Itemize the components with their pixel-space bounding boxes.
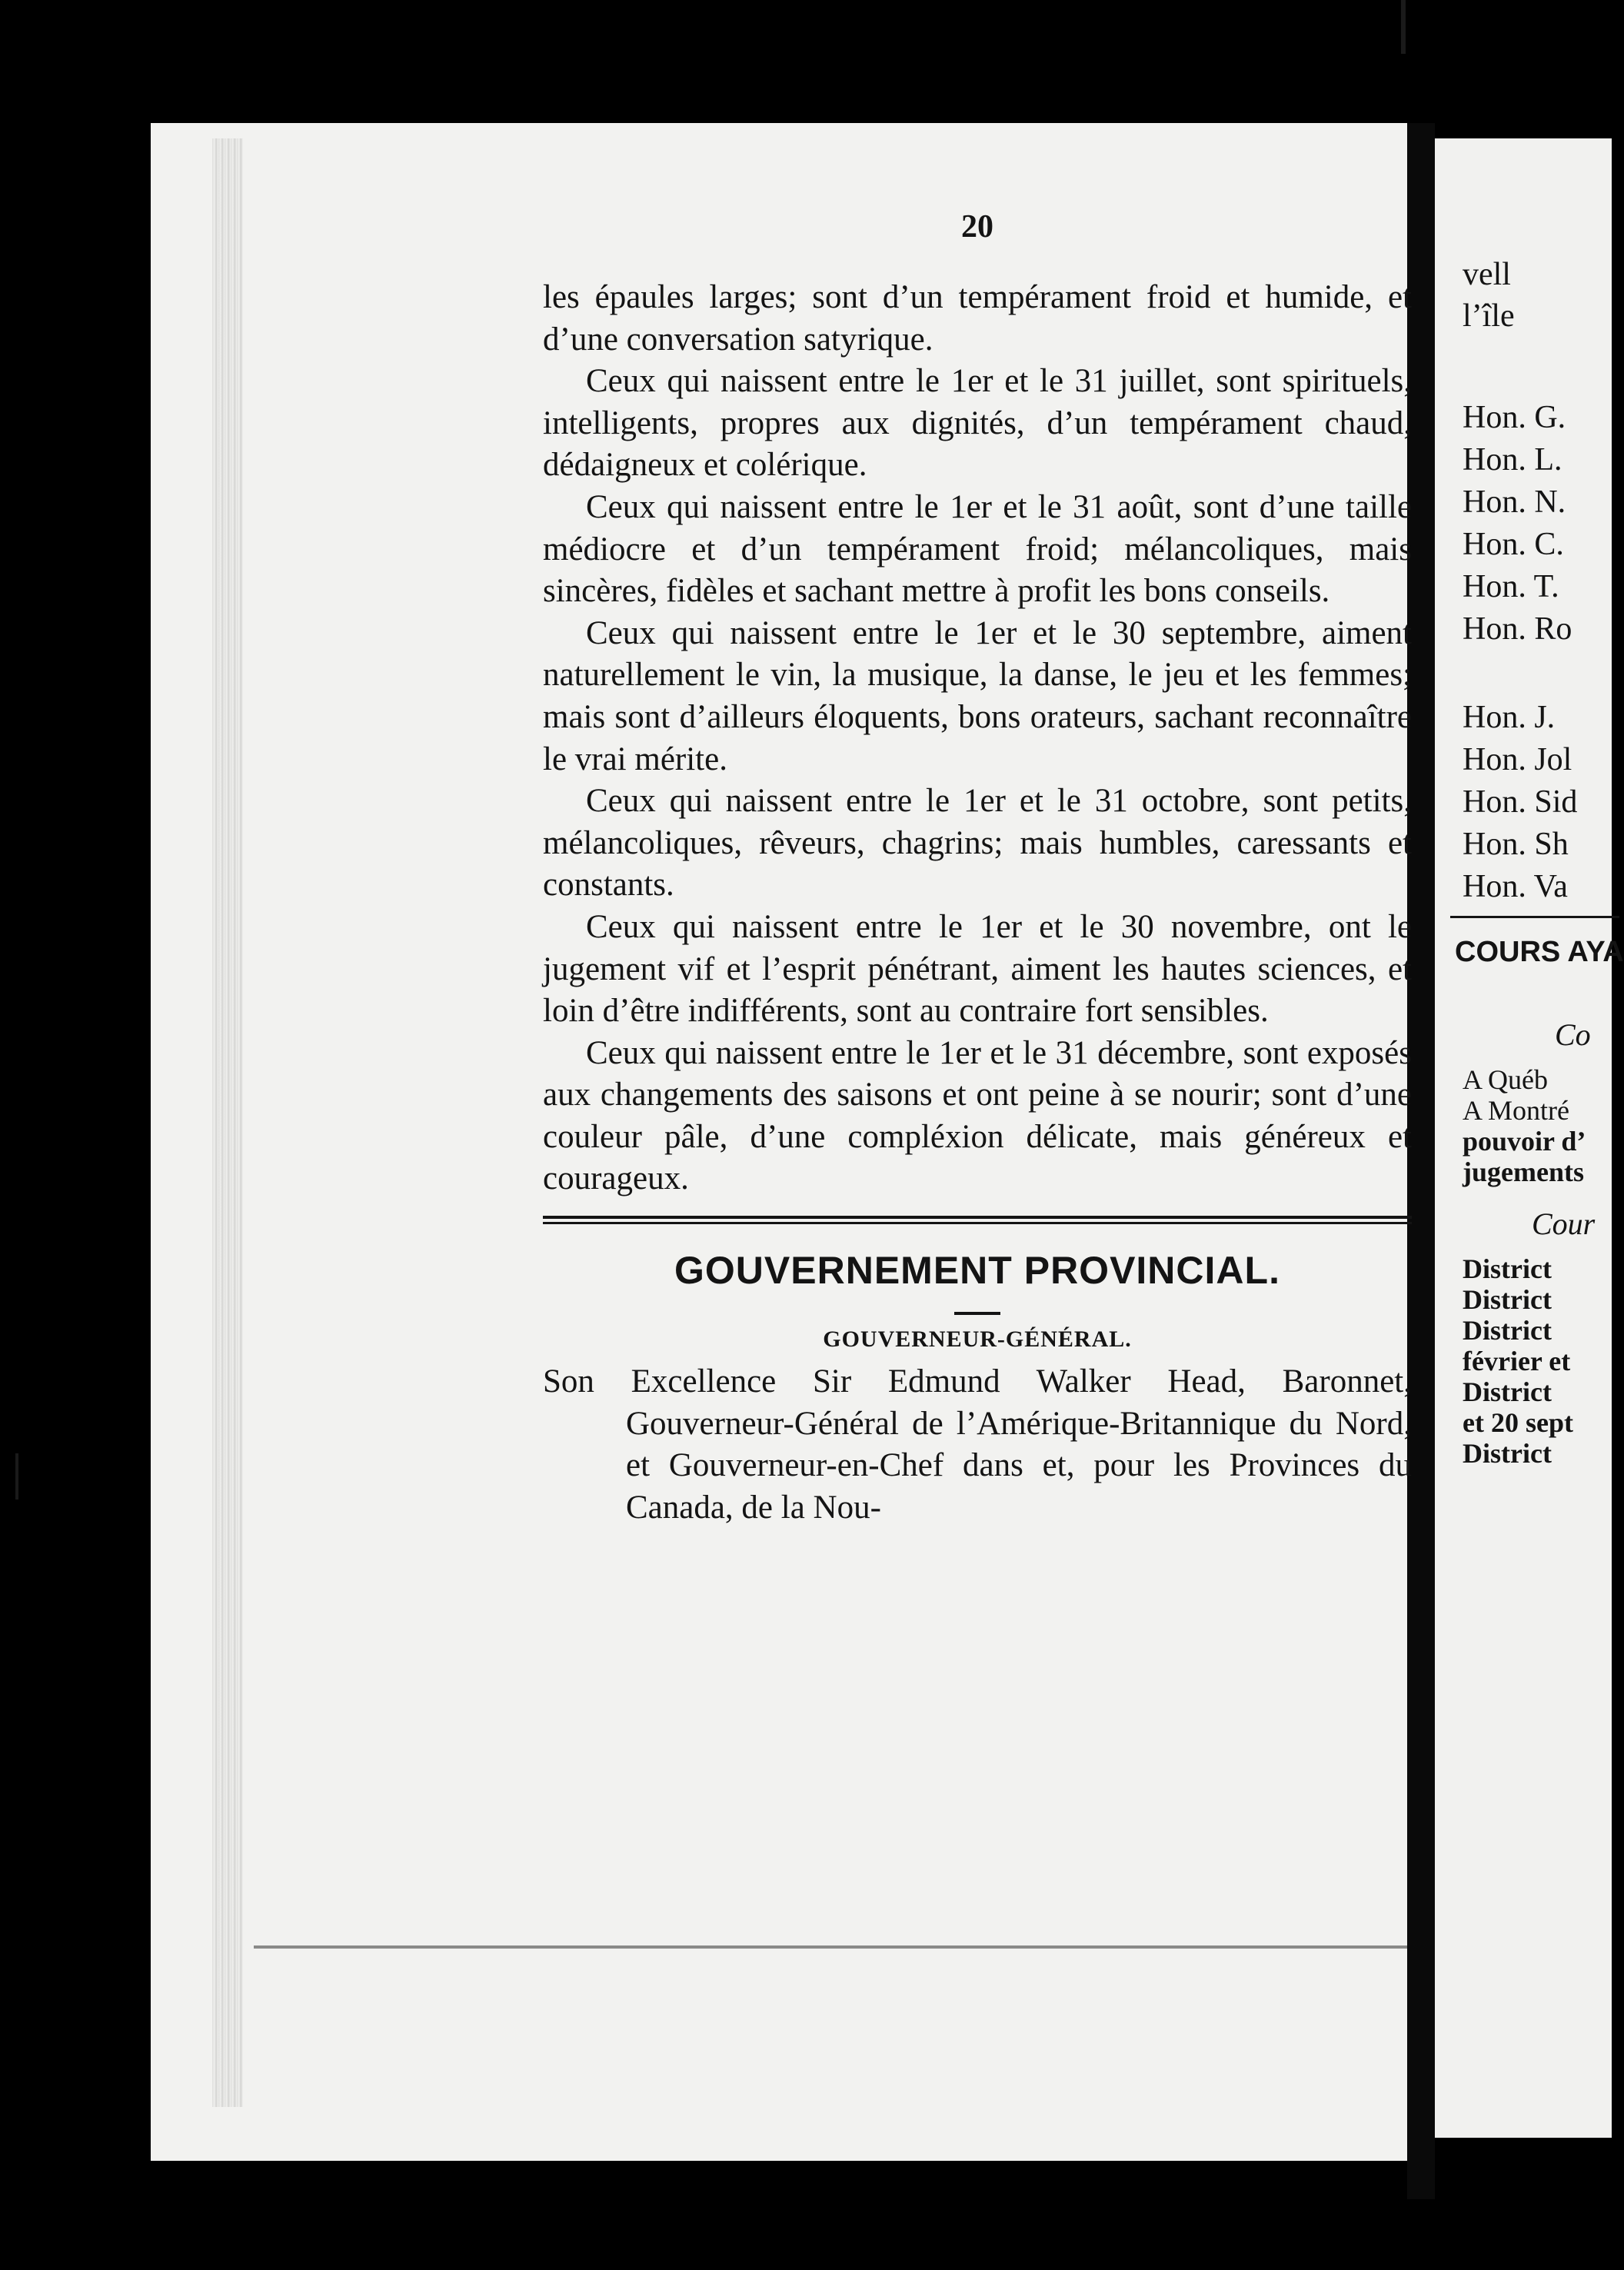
right-line: l’île	[1463, 298, 1515, 334]
right-page-text	[1455, 254, 1624, 1469]
paragraph-october: Ceux qui naissent entre le 1er et le 31 octobre, sont petits, mélancoliques, rêveurs, chagrins; mais humbles, caressants et constants.	[543, 783, 1412, 904]
hon-entry: Hon. Jol	[1463, 742, 1572, 777]
paragraph-september: Ceux qui naissent entre le 1er et le 30 septembre, aiment naturellement le vin, la musique, la danse, le jeu et les femmes; mais sont d’ailleurs éloquents, bons orateurs, sachant reconnaître le vrai mérite.	[543, 614, 1412, 777]
ink-mark-top	[1401, 0, 1406, 54]
ink-mark-left	[15, 1453, 18, 1499]
right-line: District	[1463, 1438, 1552, 1469]
heading-short-rule	[954, 1312, 1000, 1315]
right-line: et 20 sept	[1463, 1407, 1573, 1438]
page-bottom-rule	[254, 1945, 1407, 1949]
paragraph-december: Ceux qui naissent entre le 1er et le 31 décembre, sont exposés aux changements des saisons et ont peine à se nourir; sont d’une couleur pâle, d’une compléxion délicate, mais généreux et courageux.	[543, 1034, 1412, 1197]
right-line: jugements	[1463, 1157, 1584, 1187]
right-line: District	[1463, 1253, 1552, 1284]
page-edge-texture	[212, 138, 243, 2107]
paragraph-august: Ceux qui naissent entre le 1er et le 31 août, sont d’une taille médiocre et d’un tempérament froid; mélancoliques, mais sincères, fidèles et sachant mettre à profit les bons conseils.	[543, 488, 1412, 610]
right-italic-heading: Cour	[1532, 1207, 1596, 1241]
subheading: GOUVERNEUR-GÉNÉRAL.	[823, 1326, 1132, 1353]
hon-entry: Hon. Sid	[1463, 784, 1578, 820]
right-line: vell	[1463, 257, 1511, 292]
hon-entry: Hon. Va	[1463, 869, 1568, 904]
right-line: pouvoir d’	[1463, 1126, 1586, 1157]
hon-entry: Hon. C.	[1463, 527, 1564, 562]
hon-entry: Hon. Ro	[1463, 611, 1572, 647]
right-line: District	[1463, 1376, 1552, 1407]
paragraph-0: les épaules larges; sont d’un tempérament froid et humide, et d’une conversation satyrique.	[543, 279, 1412, 358]
paragraph-november: Ceux qui naissent entre le 1er et le 30 novembre, ont le jugement vif et l’esprit pénétrant, aiment les hautes sciences, et loin d’être indifférents, sont au contraire fort sensibles.	[543, 908, 1412, 1030]
right-line: A Montré	[1463, 1095, 1569, 1126]
hon-entry: Hon. L.	[1463, 442, 1562, 478]
left-page-text	[543, 208, 1412, 1529]
right-divider	[1450, 916, 1619, 918]
right-line: District	[1463, 1284, 1552, 1315]
section-divider	[543, 1216, 1412, 1224]
hon-entry: Hon. J.	[1463, 700, 1556, 735]
right-line: A Québ	[1463, 1064, 1548, 1095]
page-number: 20	[961, 209, 993, 245]
right-italic-heading: Co	[1555, 1017, 1591, 1052]
hon-entry: Hon. T.	[1463, 569, 1559, 604]
right-line: février et	[1463, 1346, 1571, 1376]
hon-entry: Hon. N.	[1463, 484, 1566, 520]
hon-entry: Hon. G.	[1463, 400, 1566, 435]
section-heading: GOUVERNEMENT PROVINCIAL.	[674, 1249, 1280, 1293]
paragraph-july: Ceux qui naissent entre le 1er et le 31 juillet, sont spirituels, intelligents, propres aux dignités, d’un tempérament chaud, dédaigneux et colérique.	[543, 363, 1412, 484]
cours-heading: COURS AYA	[1455, 936, 1624, 968]
right-line: District	[1463, 1315, 1552, 1346]
hon-entry: Hon. Sh	[1463, 827, 1569, 862]
governor-entry: Son Excellence Sir Edmund Walker Head, Baronnet, Gouverneur-Général de l’Amérique-Britannique du Nord, et Gouverneur-en-Chef dans et, pour les Provinces du Canada, de la Nou-	[543, 1363, 1412, 1526]
